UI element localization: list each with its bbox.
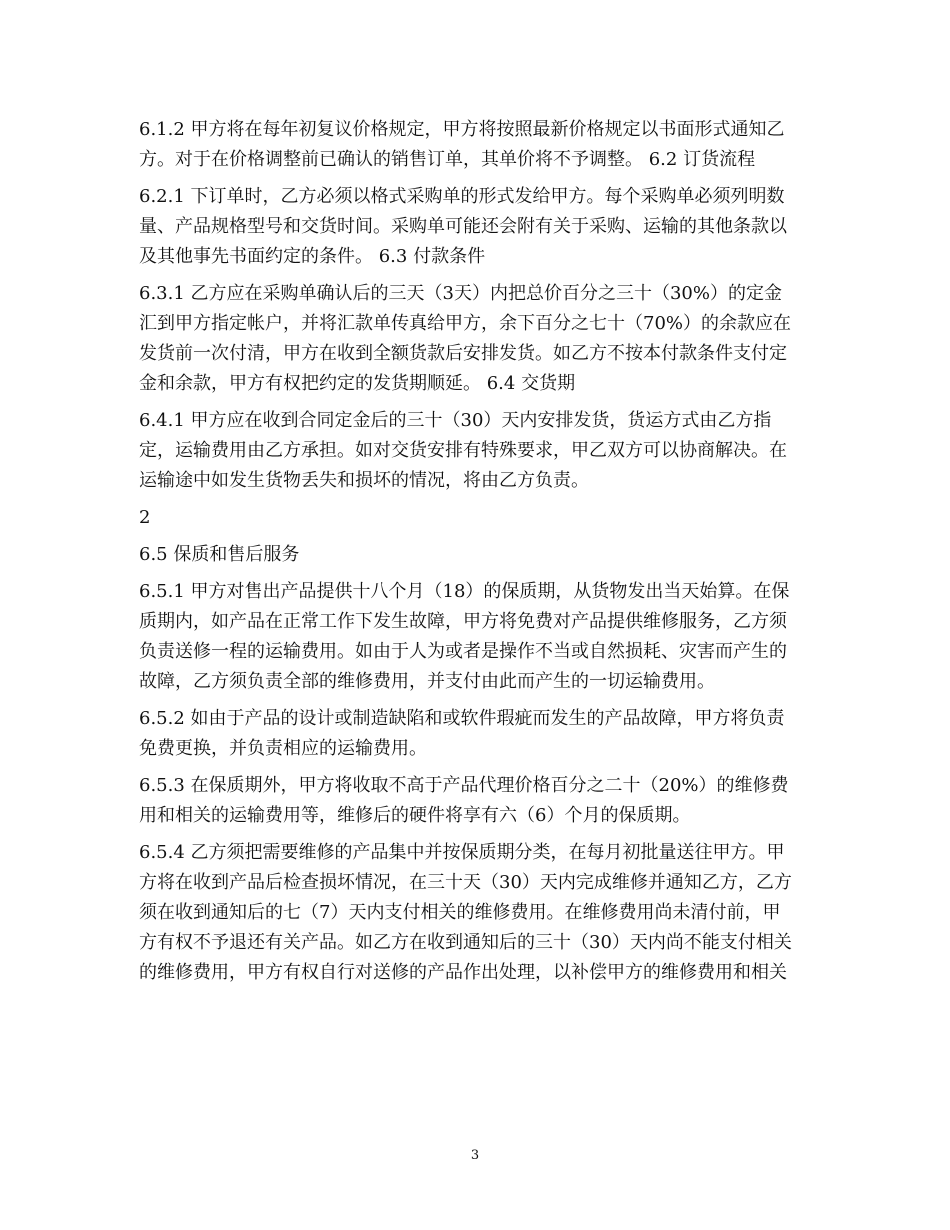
paragraph <box>139 704 819 764</box>
paragraph <box>139 406 819 496</box>
paragraph-spacer <box>139 570 819 577</box>
text-line: 及其他事先书面约定的条件。 6.3 付款条件 <box>139 246 486 267</box>
text-line: 量、产品规格型号和交货时间。采购单可能还会附有关于采购、运输的其他条款以 <box>139 216 787 237</box>
paragraph-spacer <box>139 496 819 503</box>
document-body <box>139 115 819 988</box>
text-line: 2 <box>139 507 151 528</box>
text-line: 6.5 保质和售后服务 <box>139 544 300 565</box>
text-line: 方有权不予退还有关产品。如乙方在收到通知后的三十（30）天内尚不能支付相关 <box>139 932 792 953</box>
text-line: 的维修费用，甲方有权自行对送修的产品作出处理，以补偿甲方的维修费用和相关 <box>139 962 787 983</box>
paragraph-spacer <box>139 175 819 182</box>
paragraph-spacer <box>139 399 819 406</box>
text-line: 须在收到通知后的七（7）天内支付相关的维修费用。在维修费用尚未清付前，甲 <box>139 902 781 923</box>
text-line: 发货前一次付清，甲方在收到全额货款后安排发货。如乙方不按本付款条件支付定 <box>139 343 787 364</box>
paragraph <box>139 838 819 988</box>
text-line: 汇到甲方指定帐户，并将汇款单传真给甲方，余下百分之七十（70%）的余款应在 <box>139 313 792 334</box>
text-line: 6.3.1 乙方应在采购单确认后的三天（3天）内把总价百分之三十（30%）的定金 <box>139 283 782 304</box>
text-line: 运输途中如发生货物丢失和损坏的情况，将由乙方负责。 <box>139 470 589 491</box>
paragraph-spacer <box>139 697 819 704</box>
paragraph <box>139 771 819 831</box>
text-line: 6.5.3 在保质期外，甲方将收取不高于产品代理价格百分之二十（20%）的维修费 <box>139 775 789 796</box>
text-line: 6.5.4 乙方须把需要维修的产品集中并按保质期分类，在每月初批量送往甲方。甲 <box>139 842 785 863</box>
paragraph <box>139 577 819 697</box>
paragraph <box>139 182 819 272</box>
text-line: 用和相关的运输费用等，维修后的硬件将享有六（6）个月的保质期。 <box>139 805 691 826</box>
paragraph-spacer <box>139 533 819 540</box>
paragraph-spacer <box>139 764 819 771</box>
paragraph <box>139 503 819 533</box>
text-line: 6.2.1 下订单时，乙方必须以格式采购单的形式发给甲方。每个采购单必须列明数 <box>139 186 785 207</box>
text-line: 质期内，如产品在正常工作下发生故障，甲方将免费对产品提供维修服务，乙方须 <box>139 611 787 632</box>
text-line: 金和余款，甲方有权把约定的发货期顺延。 6.4 交货期 <box>139 373 576 394</box>
text-line: 负责送修一程的运输费用。如由于人为或者是操作不当或自然损耗、灾害而产生的 <box>139 641 787 662</box>
paragraph <box>139 540 819 570</box>
paragraph <box>139 279 819 399</box>
paragraph <box>139 115 819 175</box>
text-line: 方将在收到产品后检查损坏情况，在三十天（30）天内完成维修并通知乙方，乙方 <box>139 872 792 893</box>
page-number: 3 <box>470 1148 480 1163</box>
paragraph-spacer <box>139 831 819 838</box>
text-line: 6.1.2 甲方将在每年初复议价格规定，甲方将按照最新价格规定以书面形式通知乙 <box>139 119 785 140</box>
text-line: 故障，乙方须负责全部的维修费用，并支付由此而产生的一切运输费用。 <box>139 671 715 692</box>
text-line: 6.5.1 甲方对售出产品提供十八个月（18）的保质期，从货物发出当天始算。在保 <box>139 581 790 602</box>
text-line: 6.4.1 甲方应在收到合同定金后的三十（30）天内安排发货，货运方式由乙方指 <box>139 410 772 431</box>
text-line: 定，运输费用由乙方承担。如对交货安排有特殊要求，甲乙双方可以协商解决。在 <box>139 440 787 461</box>
text-line: 方。对于在价格调整前已确认的销售订单，其单价将不予调整。 6.2 订货流程 <box>139 149 756 170</box>
paragraph-spacer <box>139 272 819 279</box>
text-line: 免费更换，并负责相应的运输费用。 <box>139 738 427 759</box>
text-line: 6.5.2 如由于产品的设计或制造缺陷和或软件瑕疵而发生的产品故障，甲方将负责 <box>139 708 785 729</box>
